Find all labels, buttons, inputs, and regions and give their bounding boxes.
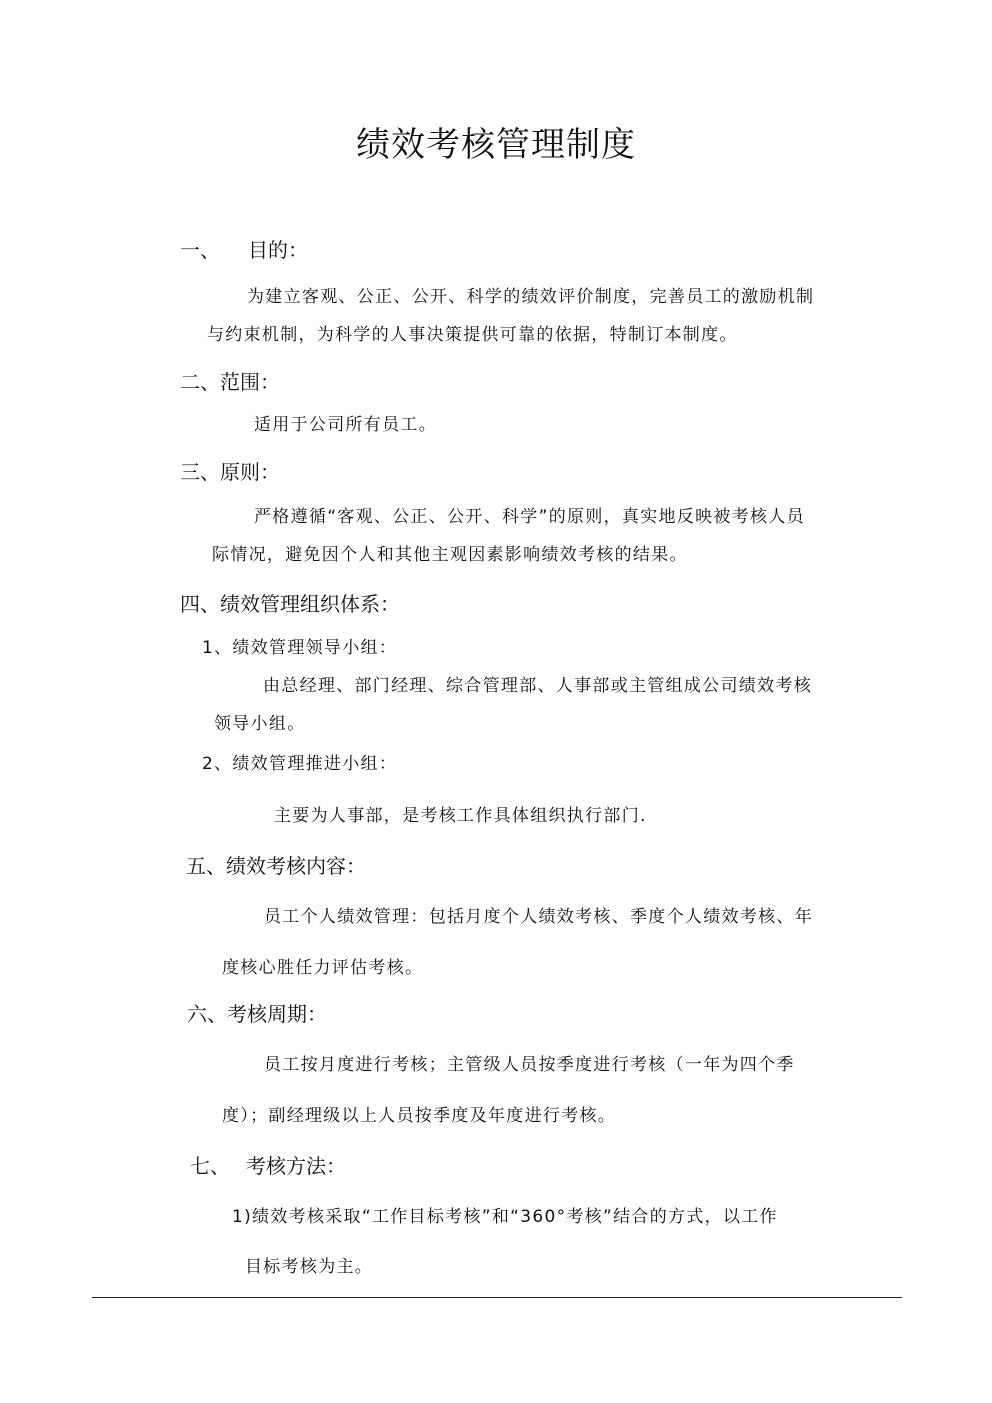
section-4-heading: 四、绩效管理组织体系： [180, 592, 400, 616]
section-2-heading: 二、范围： [180, 370, 280, 394]
section-4-sub-1-heading: 1、绩效管理领导小组： [202, 638, 398, 658]
section-5-heading: 五、绩效考核内容： [186, 854, 366, 878]
section-5-line-1: 员工个人绩效管理：包括月度个人绩效考核、季度个人绩效考核、年 [264, 907, 813, 927]
section-2-line-1: 适用于公司所有员工。 [254, 415, 437, 435]
section-5-line-2: 度核心胜任力评估考核。 [222, 958, 424, 978]
section-7-line-1: 1)绩效考核采取“工作目标考核”和“360°考核”结合的方式，以工作 [232, 1207, 778, 1227]
section-1-line-1: 为建立客观、公正、公开、科学的绩效评价制度，完善员工的激励机制 [247, 287, 815, 307]
section-4-sub-2-heading: 2、绩效管理推进小组： [202, 754, 398, 774]
section-7-line-2: 目标考核为主。 [245, 1257, 374, 1277]
section-7-heading: 考核方法： [246, 1154, 346, 1178]
section-4-sub-1-line-1: 由总经理、部门经理、综合管理部、人事部或主管组成公司绩效考核 [263, 676, 812, 696]
section-6-line-1: 员工按月度进行考核；主管级人员按季度进行考核（一年为四个季 [264, 1055, 795, 1075]
section-7-number: 七、 [190, 1154, 230, 1178]
section-1-number: 一、 [180, 238, 220, 262]
section-3-line-1: 严格遵循“客观、公正、公开、科学”的原则，真实地反映被考核人员 [254, 507, 805, 527]
page-divider [92, 1297, 902, 1298]
section-3-line-2: 际情况，避免因个人和其他主观因素影响绩效考核的结果。 [212, 545, 688, 565]
section-6-heading: 六、考核周期： [187, 1002, 327, 1026]
section-6-line-2: 度）；副经理级以上人员按季度及年度进行考核。 [222, 1106, 617, 1126]
section-3-heading: 三、原则： [180, 460, 280, 484]
section-4-sub-1-line-2: 领导小组。 [214, 714, 306, 734]
section-1-heading: 目的： [248, 238, 308, 262]
document-title: 绩效考核管理制度 [356, 125, 636, 165]
section-4-sub-2-line-1: 主要为人事部，是考核工作具体组织执行部门. [274, 806, 647, 826]
section-1-line-2: 与约束机制，为科学的人事决策提供可靠的依据，特制订本制度。 [207, 325, 738, 345]
